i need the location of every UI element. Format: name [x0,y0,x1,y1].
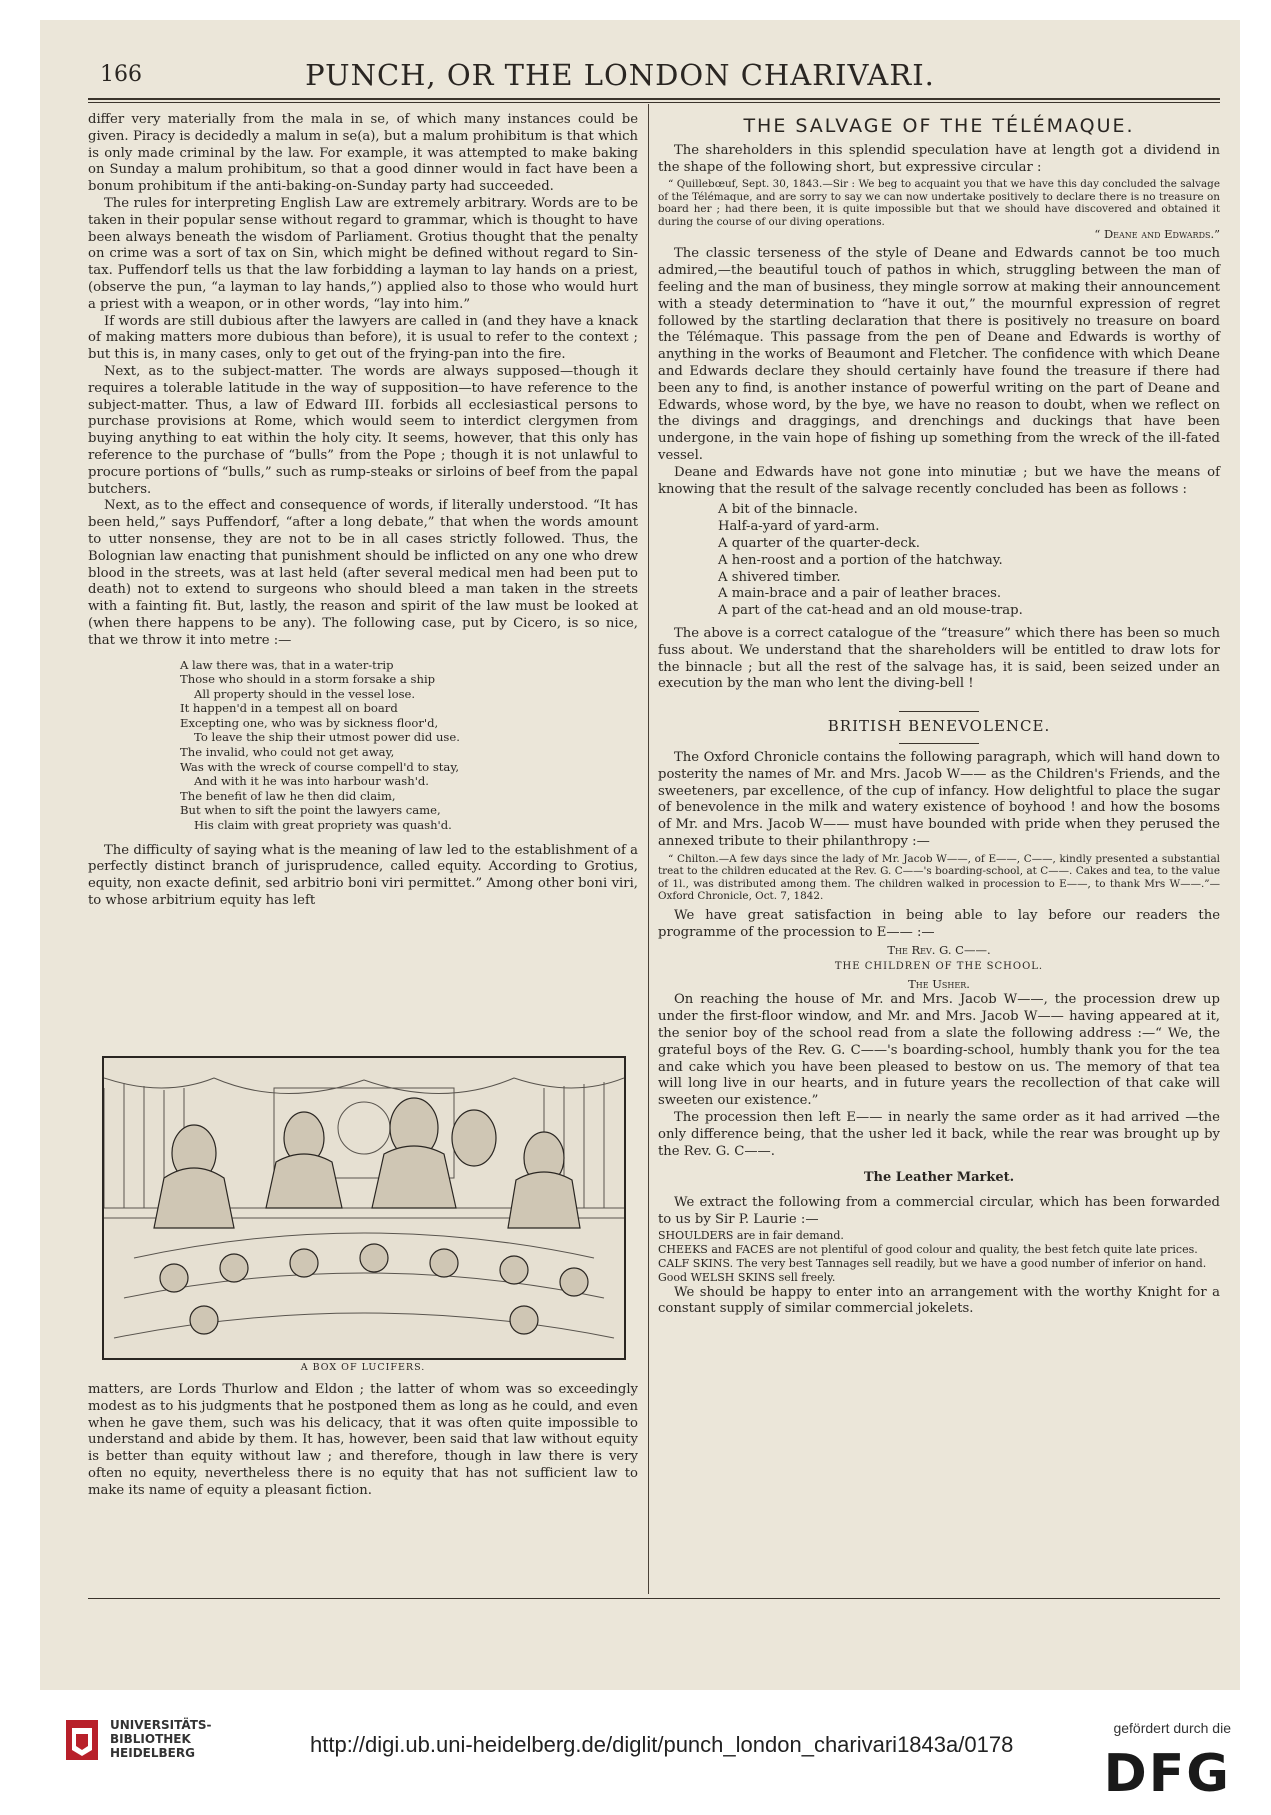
university-seal-icon [64,1718,100,1762]
poem-line: But when to sift the point the lawyers came, [180,803,441,818]
article-paragraph: On reaching the house of Mr. and Mrs. Jacob W——, the procession drew up under the first-floor window, and Mr. and Mrs. Jacob W—— having appeared at it, the senior boy of the school read from a slate the following address :—“ We, the grateful boys of the Rev. G. C——'s boarding-school, humbly thank you for the tea and cake which you have been pleased to bestow on us. The memory of that tea will long live in our hearts, and in future years the recollection of that cake will sweeten our existence.” [658,992,1220,1109]
list-item: Half-a-yard of yard-arm. [718,519,880,535]
institution-line: UNIVERSITÄTS- [110,1718,212,1732]
article-paragraph: The difficulty of saying what is the meaning of law led to the establishment of a perfectly distinct branch of jurisprudence, called equity. According to Grotius, equity, non exacte definit, sed arbitrio boni viri permittet.” Among other boni viri, to whose arbitrium equity has left [88,842,638,909]
right-column [658,115,1220,1318]
left-column-bottom [88,1382,638,1500]
illustration-box-of-lucifers [102,1056,626,1360]
left-column [88,112,638,910]
dfg-logo: DFG [1103,1744,1231,1804]
leather-market-title: The Leather Market. [863,1170,1015,1186]
engraving-picture [104,1058,624,1358]
page-title: PUNCH, OR THE LONDON CHARIVARI. [305,58,935,92]
procession-line: The Rev. G. C——. [887,942,991,957]
article-paragraph: differ very materially from the mala in se, of which many instances could be given. Piracy is decidedly a malum in se(a), but a malum prohibitum is that which is only made criminal by the law. For example, it was attempted to make baking on Sunday a malum prohibitum, so that a good dinner would in fact have been a bonum prohibitum if the anti-baking-on-Sunday party had succeeded. [88,112,638,195]
market-item: SHOULDERS are in fair demand. [658,1228,844,1242]
procession-line: THE CHILDREN OF THE SCHOOL. [834,960,1044,972]
article-paragraph: The rules for interpreting English Law are extremely arbitrary. Words are to be taken in their popular sense without regard to grammar, which is thought to have been always beneath the wisdom of Parliament. Grotius thought that the penalty on crime was a sort of tax on Sin, which might be defined without regard to Sin-tax. Puffendorf tells us that the law forbidding a layman to lay hands on a priest, (observe the pun, “a layman to lay hands,”) applied also to those who would hurt a priest with a weapon, or in other words, “lay into him.” [88,195,638,312]
poem-line: And with it he was into harbour wash'd. [194,774,429,789]
poem-line: Excepting one, who was by sickness floor'd, [180,715,439,730]
header-rule-bottom [88,102,1220,103]
illustration-caption: A BOX OF LUCIFERS. [300,1362,426,1373]
list-item: A part of the cat-head and an old mouse-trap. [718,603,1023,619]
list-item: A shivered timber. [718,569,841,585]
poem-line: To leave the ship their utmost power did use. [194,730,460,745]
list-item: A bit of the binnacle. [718,502,858,518]
institution-line: BIBLIOTHEK [110,1732,191,1746]
poem-line: It happen'd in a tempest all on board [180,701,398,716]
column-divider [648,104,649,1594]
cicero-poem [180,658,638,833]
poem-line: Those who should in a storm forsake a ship [180,672,436,687]
procession-line: The Usher. [908,976,970,991]
salvage-list [718,502,1220,620]
list-item: A main-brace and a pair of leather braces. [718,586,1002,602]
market-item: CALF SKINS. The very best Tannages sell readily, but we have a good number of inferior on hand. [658,1256,1207,1270]
section-divider [899,743,979,744]
poem-line: All property should in the vessel lose. [194,686,416,701]
article-paragraph: We should be happy to enter into an arrangement with the worthy Knight for a constant supply of similar commercial jokelets. [658,1284,1220,1317]
section-divider [899,711,979,712]
article-paragraph: The shareholders in this splendid speculation have at length got a dividend in the shape of the following short, but expressive circular : [658,142,1220,175]
permalink-url[interactable]: http://digi.ub.uni-heidelberg.de/diglit/punch_london_charivari1843a/0178 [310,1732,1014,1757]
telemaque-title: THE SALVAGE OF THE TÉLÉMAQUE. [743,115,1135,137]
article-paragraph: Next, as to the effect and consequence of words, if literally understood. “It has been held,” says Puffendorf, “after a long debate,” that when the words amount to utter nonsense, they are not to be in all cases strictly followed. Thus, the Bolognian law enacting that punishment should be inflicted on any one who drew blood in the streets, was at last held (after several medical men had been put to death) not to extend to surgeons who should bleed a man taken in the streets with a fainting fit. But, lastly, the reason and spirit of the law must be looked at (when there happens to be any). The following case, put by Cicero, is so nice, that we throw it into metre :— [88,498,638,648]
article-paragraph: We extract the following from a commercial circular, which has been forwarded to us by Sir P. Laurie :— [658,1195,1220,1227]
article-paragraph: Deane and Edwards have not gone into minutiæ ; but we have the means of knowing that the result of the salvage recently concluded has been as follows : [658,464,1220,497]
poem-line: A law there was, that in a water-trip [180,657,394,672]
poem-line: The invalid, who could not get away, [180,745,395,760]
article-paragraph: Next, as to the subject-matter. The words are always supposed—though it requires a tolerable latitude in the way of supposition—to have reference to the subject-matter. Thus, a law of Edward III. forbids all ecclesiastical persons to purchase provisions at Rome, which would seem to interdict clergymen from buying anything to eat within the holy city. It seems, however, that this only has reference to the purchase of “bulls” from the Pope ; though it is not unlawful to procure portions of “bulls,” such as rump-steaks or sirloins of beef from the papal butchers. [88,363,638,497]
institution-name [110,1718,212,1760]
article-paragraph: The procession then left E—— in nearly the same order as it had arrived —the only difference being, that the usher led it back, while the rear was brought up by the Rev. G. C——. [658,1109,1220,1159]
page-number: 166 [100,62,142,87]
deane-edwards-circular [658,178,1220,240]
list-item: A quarter of the quarter-deck. [718,535,920,551]
page-header [70,58,1170,98]
market-item: CHEEKS and FACES are not plentiful of good colour and quality, the best fetch quite late prices. [658,1242,1198,1256]
circular-signature: “ Deane and Edwards.” [1094,227,1220,242]
extract-text: “ Chilton.—A few days since the lady of Mr. Jacob W——, of E——, C——, kindly presented a substantial treat to the children educated at the Rev. G. C——'s boarding-school, at C——. Cakes and tea, to the value of 1l., was distributed among them. The children walked in procession to E——, to thank Mrs W——.”—Oxford Chronicle, Oct. 7, 1842. [658,852,1220,902]
list-item: A hen-roost and a portion of the hatchway. [718,552,1003,568]
article-paragraph: The above is a correct catalogue of the “treasure” which there has been so much fuss about. We understand that the shareholders will be entitled to draw lots for the binnacle ; but all the rest of the salvage has, it is said, been seized under an execution by the man who lent the diving-bell ! [658,625,1220,692]
article-paragraph: If words are still dubious after the lawyers are called in (and they have a knack of making matters more dubious than before), it is usual to refer to the context ; but this is, in many cases, only to get out of the frying-pan into the fire. [88,313,638,363]
article-paragraph: We have great satisfaction in being able to lay before our readers the programme of the procession to E—— :— [658,908,1220,941]
header-rule-top [88,98,1220,100]
funding-note: gefördert durch die [1113,1720,1231,1736]
poem-line: Was with the wreck of course compell'd to stay, [180,759,460,774]
institution-line: HEIDELBERG [110,1746,195,1760]
page-bottom-rule [88,1598,1220,1599]
oxford-chronicle-extract [658,853,1220,903]
article-paragraph: The classic terseness of the style of Deane and Edwards cannot be too much admired,—the beautiful touch of pathos in which, struggling between the man of feeling and the man of business, they mingle sorrow at making their announcement with a steady determination to “have it out,” the mournful expression of regret followed by the startling declaration that there is positively no treasure on board the Télémaque. This passage from the pen of Deane and Edwards is worthy of anything in the works of Beaumont and Fletcher. The confidence with which Deane and Edwards declare they should certainly have found the treasure if there had been any to find, is another instance of powerful writing on the part of Deane and Edwards, whose word, by the bye, we have no reason to doubt, when we reflect on the divings and draggings, and drenchings and duckings that have been undergone, in the vain hope of fishing up something from the wreck of the ill-fated vessel. [658,246,1220,463]
article-paragraph: matters, are Lords Thurlow and Eldon ; the latter of whom was so exceedingly modest as to his judgments that he postponed them as long as he could, and even when he gave them, such was his delicacy, that it was often quite impossible to understand and abide by them. It has, however, been said that law without equity is better than equity without law ; and therefore, though in law there is very often no equity, nevertheless there is no equity that has not sufficient law to make its name of equity a pleasant fiction. [88,1382,638,1498]
market-item: Good WELSH SKINS sell freely. [658,1270,836,1284]
circular-text: “ Quillebœuf, Sept. 30, 1843.—Sir : We beg to acquaint you that we have this day concluded the salvage of the Télémaque, and are sorry to say we can now undertake positively to declare there is no treasure on board her ; had there been, it is quite impossible but that we should have discovered and obtained it during the course of our diving operations. [658,178,1220,228]
poem-line: The benefit of law he then did claim, [180,788,396,803]
article-paragraph: The Oxford Chronicle contains the following paragraph, which will hand down to posterity the names of Mr. and Mrs. Jacob W—— as the Children's Friends, and the sweeteners, par excellence, of the cup of infancy. How delightful to place the sugar of benevolence in the milk and watery existence of boyhood ! and how the bosoms of Mr. and Mrs. Jacob W—— must have bounded with pride when they perused the annexed tribute to their philanthropy :— [658,749,1220,849]
poem-line: His claim with great propriety was quash'd. [194,818,452,833]
benevolence-title: BRITISH BENEVOLENCE. [827,717,1051,736]
